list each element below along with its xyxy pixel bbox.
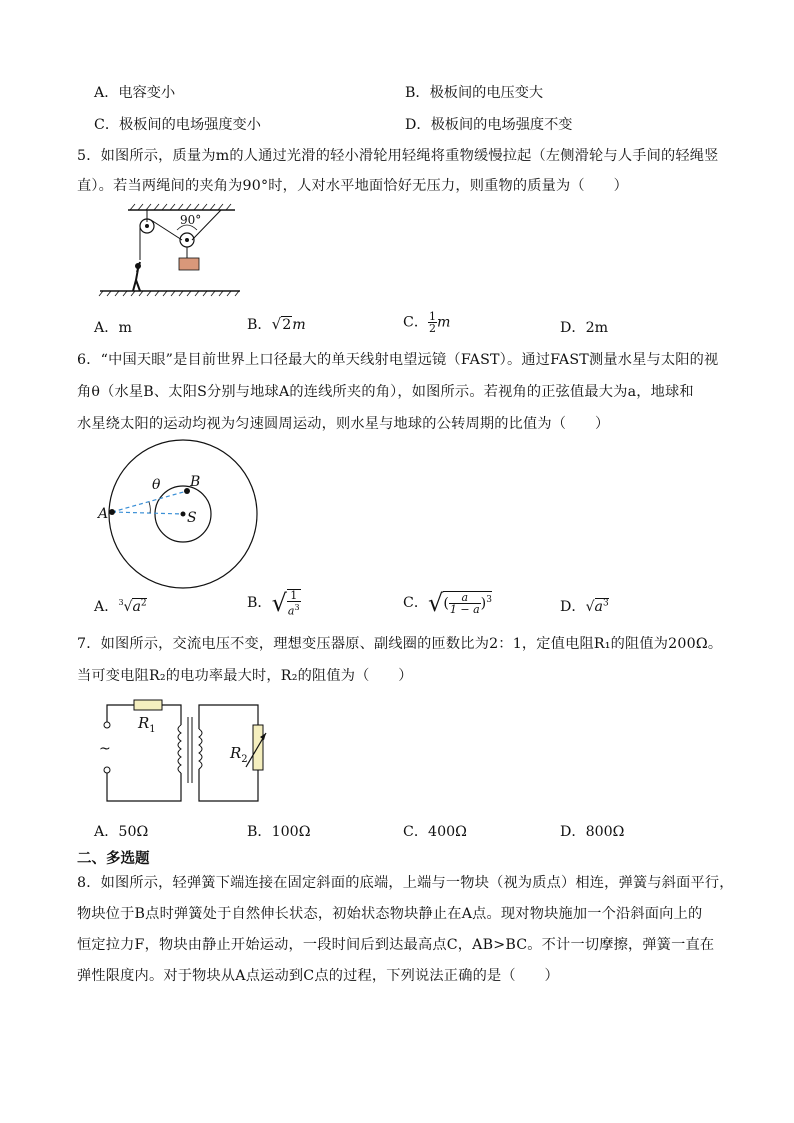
q6-label-b: B (190, 474, 201, 490)
q7-option-a: A．50Ω (94, 824, 149, 840)
q6-stem-line2: 角θ（水星B、太阳S分别与地球A的连线所夹的角），如图所示。若视角的正弦值最大为a，地球和 (77, 384, 694, 400)
q5-stem-line2: 直）。若当两绳间的夹角为90°时，人对水平地面恰好无压力，则重物的质量为（ ） (77, 178, 628, 194)
q6-option-c: C．√( $\frac{a}{1 - a}$ )$^3$ (403, 589, 492, 617)
q5-angle-label: 90° (180, 213, 202, 227)
q7-option-c: C．400Ω (403, 824, 467, 840)
q6-option-a: A．$^3√a^2$ (94, 598, 147, 615)
section-title-multiple-choice: 二、多选题 (77, 850, 150, 867)
q6-label-theta: θ (152, 477, 161, 493)
q5-pulley-diagram (95, 198, 245, 298)
q7-stem-line1: 7．如图所示，交流电压不变，理想变压器原、副线圈的匝数比为2：1，定值电阻R₁的阻值为200Ω。 (77, 636, 723, 652)
q7-option-d: D．800Ω (560, 824, 625, 840)
q7-stem-line2: 当可变电阻R₂的电功率最大时，R₂的阻值为（ ） (77, 668, 413, 684)
q6-orbit-diagram (95, 438, 265, 588)
q6-option-b: B．√ $\frac{1}{a^3}$ (247, 589, 300, 618)
q7-option-b: B．100Ω (247, 824, 311, 840)
q7-label-r1: $R_1$ (138, 714, 156, 735)
q4-option-c: C．极板间的电场强度变小 (94, 117, 261, 133)
q6-label-a: A (98, 506, 109, 522)
q5-stem-line1: 5．如图所示，质量为m的人通过光滑的轻小滑轮用轻绳将重物缓慢拉起（左侧滑轮与人手间的轻绳竖 (77, 148, 719, 164)
q6-label-s: S (187, 510, 197, 526)
q7-ac-symbol: ~ (99, 741, 111, 757)
q6-stem-line1: 6．“中国天眼”是目前世界上口径最大的单天线射电望远镜（FAST）。通过FAST测量水星与太阳的视 (77, 352, 719, 368)
q5-option-b: B．√2m (247, 315, 306, 333)
q7-transformer-circuit (96, 695, 271, 805)
q4-option-a: A．电容变小 (94, 85, 176, 101)
q6-stem-line3: 水星绕太阳的运动均视为匀速圆周运动，则水星与地球的公转周期的比值为（ ） (77, 416, 610, 432)
q5-option-d: D．2m (560, 320, 609, 336)
q8-stem-line2: 物块位于B点时弹簧处于自然伸长状态，初始状态物块静止在A点。现对物块施加一个沿斜面向上的 (77, 906, 703, 922)
q8-stem-line3: 恒定拉力F，物块由静止开始运动，一段时间后到达最高点C，AB>BC。不计一切摩擦，弹簧一直在 (77, 937, 715, 953)
q5-option-a: A．m (94, 320, 132, 336)
q8-stem-line1: 8．如图所示，轻弹簧下端连接在固定斜面的底端，上端与一物块（视为质点）相连，弹簧与斜面平行， (77, 875, 734, 891)
q6-option-d: D．$√a^3$ (560, 598, 609, 615)
q5-option-c: C． $\frac{1}{2}$ m (403, 310, 451, 335)
q8-stem-line4: 弹性限度内。对于物块从A点运动到C点的过程，下列说法正确的是（ ） (77, 968, 559, 984)
q4-option-d: D．极板间的电场强度不变 (405, 117, 573, 133)
q4-option-b: B．极板间的电压变大 (405, 85, 544, 101)
q7-label-r2: $R_2$ (230, 744, 248, 765)
